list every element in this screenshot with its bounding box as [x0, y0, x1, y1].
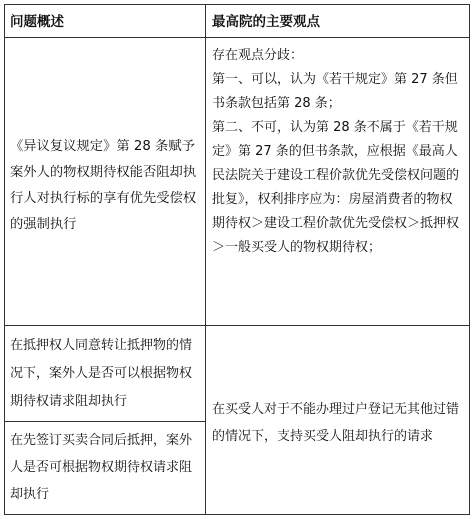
- header-issue: 问题概述: [10, 14, 64, 30]
- issue-cell-2: 在抵押权人同意转让抵押物的情况下，案外人是否可以根据物权期待权请求阻却执行: [10, 338, 193, 409]
- column-divider: [205, 4, 206, 515]
- view-cell-shared: 在买受人对于不能办理过户登记无其他过错的情况下，支持买受人阻却执行的请求: [212, 402, 460, 444]
- header-divider: [4, 37, 470, 38]
- view-cell-1: [212, 44, 465, 260]
- row-divider: [4, 421, 205, 422]
- row-divider: [4, 325, 470, 326]
- issue-cell-3: 在先签订买卖合同后抵押，案外人是否可根据物权期待权请求阻却执行: [10, 433, 193, 502]
- header-views: 最高院的主要观点: [212, 14, 320, 30]
- view-paragraph: 第一、可以，认为《若干规定》第 27 条但书条款包括第 28 条；: [212, 72, 458, 111]
- view-paragraph: 第二、不可，认为第 28 条不属于《若干规定》第 27 条的但书条款，应根据《最高人民法院关于建设工程价款优先受偿权问题的批复》，权利排序应为：房屋消费者的物权期待权＞建设工程价款优先受偿权＞抵押权＞一般买受人的物权期待权；: [212, 120, 460, 255]
- issue-cell-1: 《异议复议规定》第 28 条赋予案外人的物权期待权能否阻却执行人对执行标的享有优先受偿权的强制执行: [10, 139, 197, 232]
- view-paragraph: 存在观点分歧：: [212, 48, 304, 63]
